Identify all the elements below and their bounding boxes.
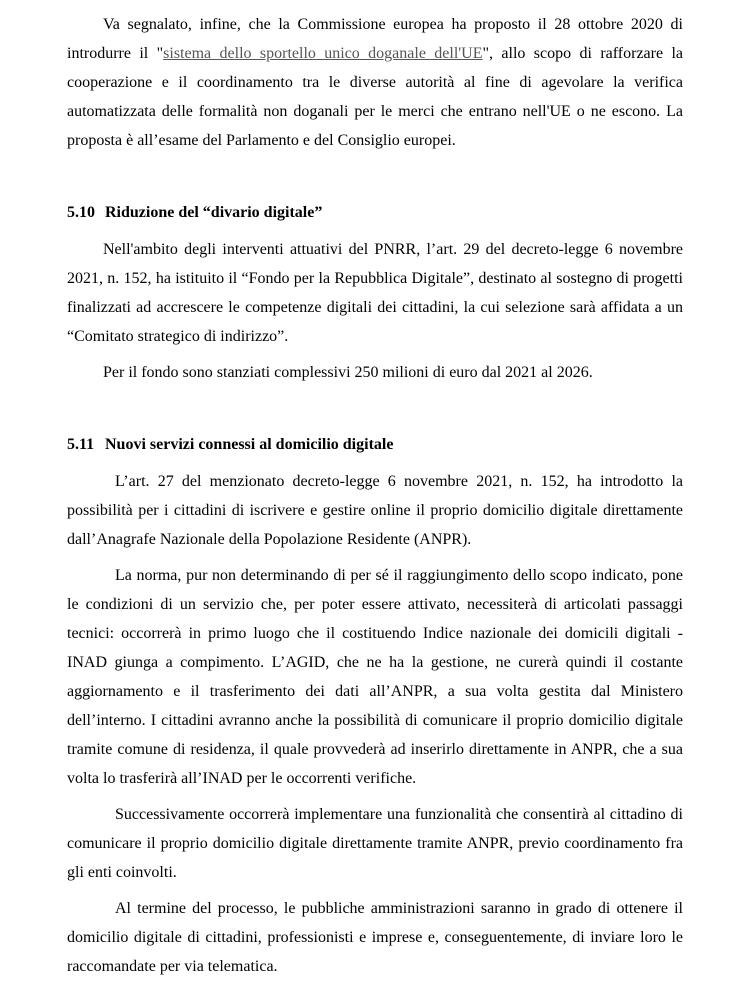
section-511-title: Nuovi servizi connessi al domicilio digitale bbox=[105, 436, 394, 453]
section-511-paragraph-3: Successivamente occorrerà implementare una funzionalità che consentirà al cittadino di comunicare il proprio domicilio digitale direttamente tramite ANPR, previo coordinamento fra gli enti coinvolti. bbox=[67, 806, 683, 881]
section-510-paragraph-2: Per il fondo sono stanziati complessivi 250 milioni di euro dal 2021 al 2026. bbox=[103, 364, 593, 381]
section-510-title: Riduzione del “divario digitale” bbox=[105, 204, 323, 221]
intro-text-after-link: ", allo scopo di rafforzare la cooperazione e il coordinamento tra le diverse autorità al fine di agevolare la verifica automatizzata delle formalità non doganali per le merci che entrano nell'UE o ne escono. La proposta è all’esame del Parlamento e del Consiglio europei. bbox=[67, 45, 683, 149]
intro-paragraph bbox=[67, 10, 683, 155]
section-511-paragraph-2: La norma, pur non determinando di per sé il raggiungimento dello scopo indicato, pone le condizioni di un servizio che, per poter essere attivato, necessiterà di articolati passaggi tecnici: occorrerà in primo luogo che il costituendo Indice nazionale dei domicili digitali - INAD giunga a compimento. L’AGID, che ne ha la gestione, ne curerà quindi il costante aggiornamento e il trasferimento dei dati all’ANPR, a sua volta gestita dal Ministero dell’interno. I cittadini avranno anche la possibilità di comunicare il proprio domicilio digitale tramite comune di residenza, il quale provvederà ad inserirlo direttamente in ANPR, che a sua volta lo trasferirà all’INAD per le occorrenti verifiche. bbox=[67, 567, 683, 787]
section-510-heading bbox=[67, 198, 683, 227]
section-510-number: 5.10 bbox=[67, 204, 95, 221]
section-510-paragraph-1: Nell'ambito degli interventi attuativi del PNRR, l’art. 29 del decreto-legge 6 novembre 2021, n. 152, ha istituito il “Fondo per la Repubblica Digitale”, destinato al sostegno di progetti finalizzati ad accrescere le competenze digitali dei cittadini, la cui selezione sarà affidata a un “Comitato strategico di indirizzo”. bbox=[67, 241, 683, 345]
section-511-paragraph-1: L’art. 27 del menzionato decreto-legge 6 novembre 2021, n. 152, ha introdotto la possibilità per i cittadini di iscrivere e gestire online il proprio domicilio digitale direttamente dall’Anagrafe Nazionale della Popolazione Residente (ANPR). bbox=[67, 473, 683, 548]
eu-single-window-link[interactable]: sistema dello sportello unico doganale dell'UE bbox=[163, 45, 483, 62]
section-511-paragraph-4: Al termine del processo, le pubbliche amministrazioni saranno in grado di ottenere il domicilio digitale di cittadini, professionisti e imprese e, conseguentemente, di inviare loro le raccomandate per via telematica. bbox=[67, 900, 683, 975]
section-511-heading bbox=[67, 430, 683, 459]
document-page bbox=[67, 10, 683, 981]
section-511-number: 5.11 bbox=[67, 436, 95, 453]
intro-text-before-link: Va segnalato, infine, che la Commissione europea ha proposto il 28 ottobre 2020 di introdurre il " bbox=[67, 16, 683, 62]
